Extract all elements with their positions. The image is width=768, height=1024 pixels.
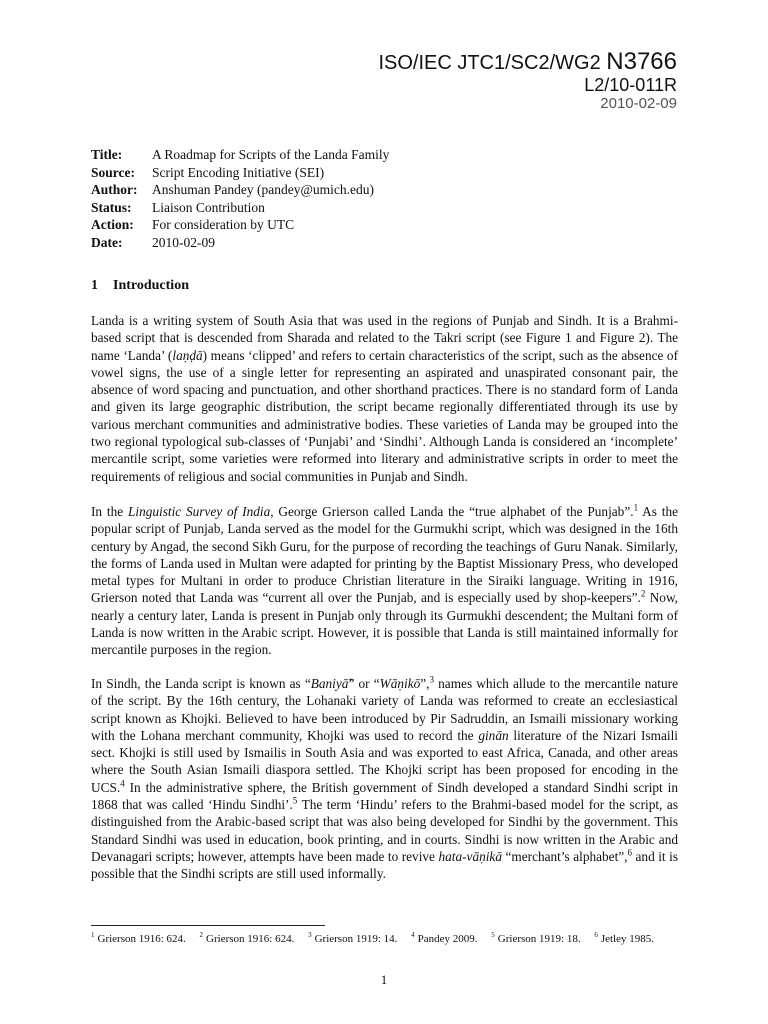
meta-row-date bbox=[91, 234, 389, 252]
italic-term: hata-vāṇikā bbox=[438, 848, 502, 864]
italic-term: Wāṇikō bbox=[379, 676, 421, 691]
footnote-ref: 1 bbox=[633, 502, 639, 513]
italic-term: Baniyā̃ bbox=[310, 676, 349, 691]
meta-key: Date: bbox=[91, 234, 123, 250]
footnote-ref: 4 bbox=[120, 778, 125, 789]
paragraph-2 bbox=[91, 503, 678, 659]
footnote bbox=[411, 933, 477, 945]
doc-prefix: ISO/IEC JTC1/SC2/WG2 bbox=[378, 52, 601, 74]
meta-key: Author: bbox=[91, 182, 138, 198]
meta-key: Action: bbox=[91, 217, 134, 233]
footnote-number: 2 bbox=[199, 931, 204, 939]
meta-key: Status: bbox=[91, 199, 132, 215]
italic-term: ginān bbox=[478, 727, 509, 743]
footnote-ref: 2 bbox=[640, 589, 646, 600]
section-heading bbox=[91, 278, 189, 294]
footnote-number: 6 bbox=[594, 931, 598, 939]
meta-value: For consideration by UTC bbox=[152, 217, 295, 233]
text-run: ) means ‘clipped’ and refers to certain characteristics of the script, such as the absence of vowel signs, the use of a single letter for representing an aspirated and unaspirated consonant pair, the absence of word spacing and punctuation, and other shorthand practices. There is no standard form of Landa and given its large geographic distribution, the script became regionally differentiated through its use by various merchant communities and administrative bodies. These varieties of Landa may be grouped into the two regional typological sub-classes of ‘Punjabi’ and ‘Sindhi’. Although Landa is considered an ‘incomplete’ mercantile script, some varieties were reformed into literary and administrative scripts in order to meet the requirements of religious and social communities in Punjab and Sindh. bbox=[91, 347, 678, 484]
footnote-text: Grierson 1919: 18. bbox=[497, 932, 581, 945]
meta-value: A Roadmap for Scripts of the Landa Family bbox=[152, 147, 390, 162]
footnote-text: Grierson 1919: 14. bbox=[314, 932, 398, 945]
text-run: The term ‘Hindu’ refers to the Brahmi-based model for the script, as distinguished from the Arabic-based script that was also being developed for Sindhi by the government. This Standard Sindhi was used in education, book printing, and in courts. Sindhi is now written in the Arabic and Devanagari scripts; however, attempts have been made to revive bbox=[91, 797, 678, 864]
paragraph-3 bbox=[91, 675, 678, 883]
italic-term: laṇḍā bbox=[172, 347, 203, 363]
meta-key: Title: bbox=[91, 147, 123, 162]
footnote-divider bbox=[91, 925, 325, 926]
footnote-ref: 3 bbox=[429, 674, 434, 685]
meta-value: Liaison Contribution bbox=[152, 199, 265, 215]
footnote-number: 1 bbox=[91, 931, 95, 939]
meta-key: Source: bbox=[91, 164, 135, 180]
footnote-ref: 6 bbox=[627, 847, 633, 858]
doc-number-value: N3766 bbox=[606, 48, 677, 75]
footnote-ref: 5 bbox=[292, 795, 298, 806]
text-run: In the administrative sphere, the British government of Sindh developed a standard Sindhi script in 1868 that was called ‘Hindu Sindhi’. bbox=[91, 779, 678, 813]
text-run: Now, nearly a century later, Landa is present in Punjab only through its Gurmukhi descendent; the Multani form of Landa is now written in the Arabic script. However, it is possible that Landa is still maintained informally for mercantile purposes in the region. bbox=[91, 590, 679, 658]
meta-row-title bbox=[91, 146, 389, 164]
footnote-text: Jetley 1985. bbox=[600, 932, 654, 945]
text-run: names which allude to the mercantile nature of the script. By the 16th century, the Lohanaki variety of Landa was reformed to create an ecclesiastical script known as Khojki. Believed to have been introduced by Pir Sadruddin, an Ismaili missionary working with the Lohana merchant community, Khojki was used to record the bbox=[91, 676, 678, 743]
italic-term: Linguistic Survey of India bbox=[127, 504, 271, 519]
text-run: literature of the Nizari Ismaili sect. Khojki is still used by Ismailis in South Asia and was exported to east Africa, Canada, and other areas where the South Asian Ismaili diaspora settled. The Khojki script has been proposed for encoding in the UCS. bbox=[91, 727, 678, 795]
text-run: , George Grierson called Landa the “true alphabet of the Punjab”. bbox=[270, 504, 634, 519]
meta-row-action bbox=[91, 216, 389, 234]
footnote bbox=[91, 933, 186, 945]
footnote-number: 3 bbox=[308, 931, 312, 939]
doc-number bbox=[378, 48, 677, 76]
meta-row-source bbox=[91, 164, 389, 182]
footnote-number: 5 bbox=[491, 931, 495, 939]
text-run: As the popular script of Punjab, Landa served as the model for the Gurmukhi script, which was designed in the 16th century by Angad, the second Sikh Guru, for the purpose of recording the teachings of Guru Nanak. Similarly, the forms of Landa used in Multan were adapted for printing by the Baptist Missionary Press, who developed metal types for Multani in order to produce Christian literature in the Siraiki language. Writing in 1916, Grierson noted that Landa was “current all over the Punjab, and is especially used by shop-keepers”. bbox=[91, 504, 679, 606]
meta-row-author bbox=[91, 181, 389, 199]
meta-value: Script Encoding Initiative (SEI) bbox=[152, 164, 325, 180]
l2-number: L2/10-011R bbox=[584, 75, 677, 95]
meta-value: 2010-02-09 bbox=[152, 234, 215, 250]
page-number: 1 bbox=[380, 972, 388, 987]
footnote bbox=[200, 933, 295, 945]
metadata-table bbox=[91, 146, 389, 252]
text-run: In the bbox=[91, 504, 128, 519]
text-run: “merchant’s alphabet”, bbox=[501, 848, 628, 864]
footnotes bbox=[91, 931, 691, 945]
meta-value: Anshuman Pandey (pandey@umich.edu) bbox=[152, 182, 375, 198]
text-run: Landa is a writing system of South Asia that was used in the regions of Punjab and Sindh. It is a Brahmi-based script that is descended from Sharada and related to the Takri script (see Figure 1 and Figure 2). The name ‘Landa’ ( bbox=[91, 313, 678, 363]
footnote bbox=[594, 933, 654, 945]
meta-row-status bbox=[91, 199, 389, 217]
footnote-number: 4 bbox=[411, 931, 415, 939]
paragraph-1 bbox=[91, 312, 678, 485]
footnote bbox=[491, 933, 580, 945]
header-date: 2010-02-09 bbox=[600, 95, 677, 112]
text-run: ”, bbox=[420, 676, 430, 691]
text-run: ” or “ bbox=[348, 676, 380, 691]
section-number: 1 bbox=[91, 278, 98, 293]
footnote bbox=[308, 933, 397, 945]
footnote-text: Grierson 1916: 624. bbox=[97, 932, 186, 945]
section-title: Introduction bbox=[113, 278, 189, 293]
footnote-text: Grierson 1916: 624. bbox=[206, 932, 295, 945]
text-run: and it is possible that the Sindhi scripts are still used informally. bbox=[91, 848, 679, 882]
footnote-text: Pandey 2009. bbox=[417, 932, 478, 945]
text-run: In Sindh, the Landa script is known as “ bbox=[91, 676, 311, 691]
